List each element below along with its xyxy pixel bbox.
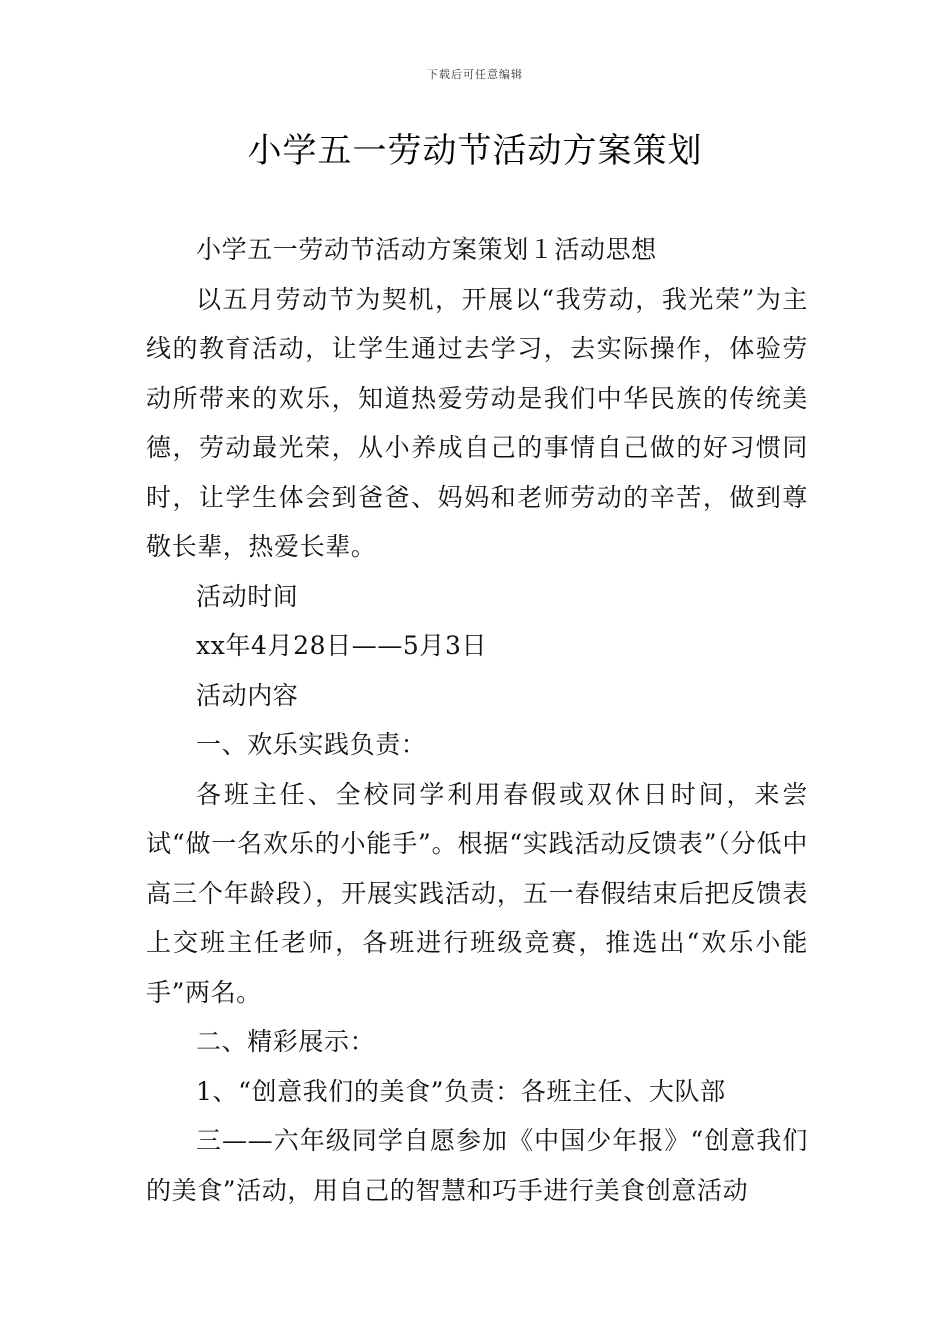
document-body (146, 225, 808, 1215)
paragraph-time-heading: 活动时间 (196, 581, 299, 611)
paragraph-activity-idea: 以五月劳动节为契机，开展以“我劳动，我光荣”为主线的教育活动，让学生通过去学习，去实际操作，体验劳动所带来的欢乐，知道热爱劳动是我们中华民族的传统美德，劳动最光荣，从小养成自己的事情自己做的好习惯同时，让学生体会到爸爸、妈妈和老师劳动的辛苦，做到尊敬长辈，热爱长辈。 (146, 284, 808, 561)
paragraph-item-one: 1、“创意我们的美食”负责：各班主任、大队部 (196, 1076, 726, 1106)
document-title: 小学五一劳动节活动方案策划 (247, 131, 703, 171)
paragraph-time-range: xx年4月28日——5月3日 (196, 631, 488, 660)
paragraph-section-one: 一、欢乐实践负责： (196, 730, 427, 759)
paragraph-intro-heading: 小学五一劳动节活动方案策划１活动思想 (196, 235, 657, 264)
paragraph-content-heading: 活动内容 (196, 680, 299, 710)
header-note: 下载后可任意编辑 (427, 68, 523, 81)
paragraph-practice-detail: 各班主任、全校同学利用春假或双休日时间，来尝试“做一名欢乐的小能手”。根据“实践活动反馈表”（分低中高三个年龄段），开展实践活动，五一春假结束后把反馈表上交班主任老师，各班进行班级竞赛，推选出“欢乐小能手”两名。 (146, 779, 808, 1007)
paragraph-item-one-detail: 三——六年级同学自愿参加《中国少年报》“创意我们的美食”活动，用自己的智慧和巧手进行美食创意活动 (146, 1126, 808, 1205)
paragraph-section-two: 二、精彩展示： (196, 1027, 376, 1056)
